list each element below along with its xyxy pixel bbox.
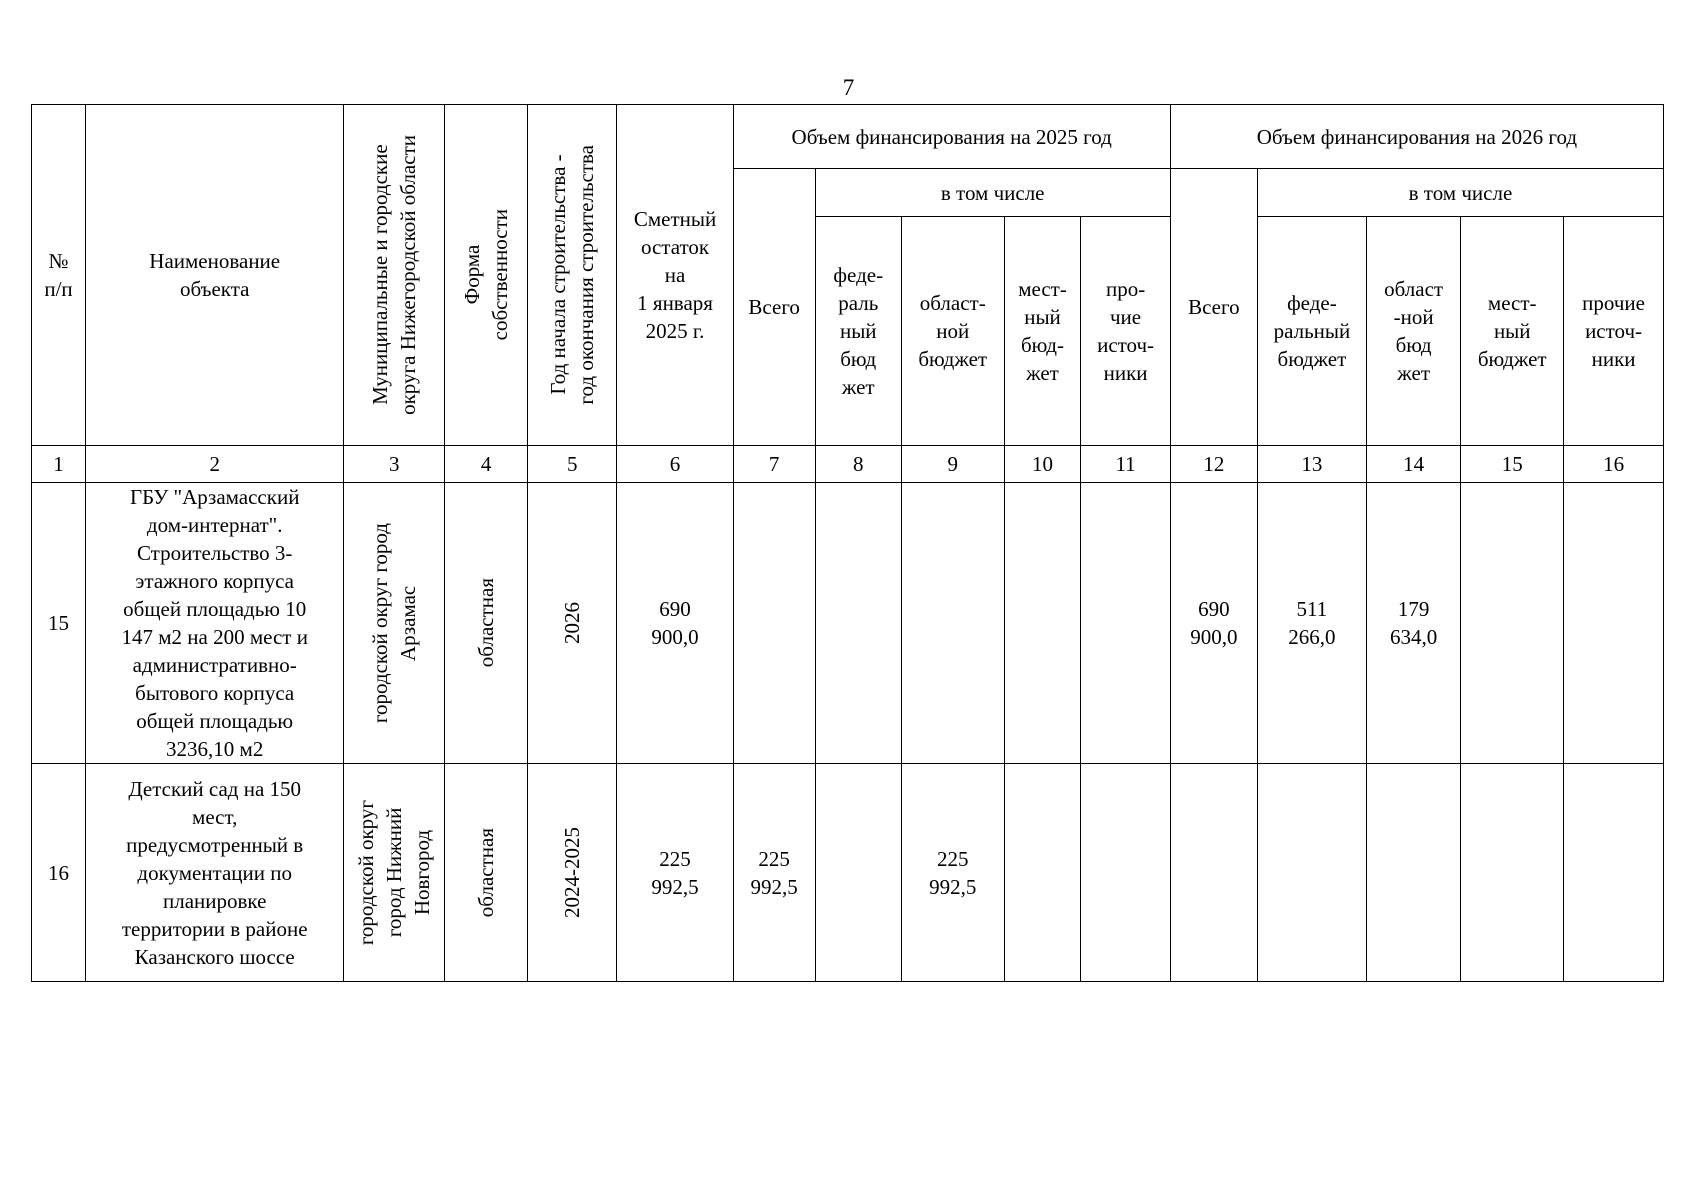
text-line: жет — [1026, 361, 1059, 385]
text-line: мест, — [192, 804, 238, 829]
text-line: дом-интернат". — [146, 513, 283, 537]
header-fin-2025: Объем финансирования на 2025 год — [733, 105, 1170, 169]
header-2026-total: Всего — [1170, 169, 1257, 446]
text-line: 511 — [1296, 597, 1328, 621]
text-line: бытового корпуса — [135, 681, 295, 705]
column-number: 8 — [815, 446, 901, 483]
row-2025-federal — [815, 483, 901, 764]
column-number: 1 — [32, 446, 86, 483]
column-number: 10 — [1004, 446, 1081, 483]
row-object-name — [85, 483, 343, 764]
row-2025-other — [1081, 764, 1170, 982]
page-number: 7 — [842, 75, 855, 100]
text-line: бюджет — [918, 347, 988, 371]
row-2025-total — [733, 483, 815, 764]
text-line: городской округ — [354, 799, 379, 946]
text-line: Строительство 3- — [136, 541, 293, 565]
row-2025-federal — [815, 764, 901, 982]
row-2026-local — [1461, 764, 1564, 982]
column-number: 15 — [1461, 446, 1564, 483]
row-2026-other — [1564, 483, 1664, 764]
text-line: Наименование — [149, 249, 281, 273]
text-line: округа Нижегородской области — [396, 135, 421, 415]
row-2025-local — [1004, 764, 1081, 982]
text-line: ГБУ "Арзамасский — [129, 485, 300, 509]
table-row — [32, 483, 1664, 764]
text-line: 690 — [1198, 597, 1230, 621]
row-ownership: областная — [445, 483, 528, 764]
text-line: феде- — [1287, 291, 1337, 315]
column-number: 16 — [1564, 446, 1664, 483]
text-line: мест- — [1487, 291, 1537, 315]
text-line: прочие — [1582, 291, 1645, 315]
text-line: 225 — [936, 846, 969, 871]
header-2025-local — [1004, 217, 1081, 446]
header-2026-federal — [1257, 217, 1366, 446]
text-line: источ- — [1097, 333, 1155, 357]
text-line: административно- — [132, 653, 297, 677]
row-ownership: областная — [445, 764, 528, 982]
row-2026-federal — [1257, 764, 1366, 982]
financing-table — [31, 104, 1664, 982]
text-line: остаток — [640, 235, 710, 259]
text-line: 3236,10 м2 — [166, 737, 264, 761]
text-line: территории в районе — [121, 916, 308, 941]
text-line: источ- — [1585, 319, 1643, 343]
text-line: объекта — [179, 277, 250, 301]
text-line: бюджет — [1277, 347, 1347, 371]
text-line: этажного корпуса — [135, 569, 295, 593]
text-line: бюд — [840, 347, 877, 371]
text-line: предусмотренный в — [126, 832, 304, 857]
text-line: город Нижний — [382, 807, 407, 938]
column-number: 6 — [617, 446, 733, 483]
header-2026-including: в том числе — [1257, 169, 1663, 217]
text-line: -ной — [1393, 305, 1434, 329]
text-line: 634,0 — [1390, 625, 1438, 649]
header-2025-federal — [815, 217, 901, 446]
text-line: общей площадью — [136, 709, 294, 733]
header-years — [528, 105, 617, 446]
column-number: 14 — [1366, 446, 1460, 483]
text-line: про- — [1105, 277, 1146, 301]
text-line: 900,0 — [1190, 625, 1238, 649]
text-line: Год начала строительства - — [546, 154, 571, 396]
text-line: п/п — [44, 277, 73, 301]
text-line: Сметный — [633, 207, 717, 231]
text-line: № — [48, 249, 69, 273]
row-years: 2026 — [528, 483, 617, 764]
text-line: год окончания строительства — [574, 145, 599, 405]
header-fin-2026: Объем финансирования на 2026 год — [1170, 105, 1663, 169]
header-2026-regional — [1366, 217, 1460, 446]
text-line: 179 — [1397, 597, 1430, 621]
row-municipality — [344, 764, 445, 982]
text-line: област — [1384, 277, 1444, 301]
row-2026-regional — [1366, 483, 1460, 764]
text-line: городской округ город — [368, 522, 393, 724]
row-2026-total — [1170, 483, 1257, 764]
text-line: Муниципальные и городские — [368, 144, 393, 406]
row-2025-total — [733, 764, 815, 982]
row-num: 16 — [32, 764, 86, 982]
text-line: документации по — [137, 860, 293, 885]
row-years: 2024-2025 — [528, 764, 617, 982]
text-line: общей площадью 10 — [123, 597, 307, 621]
text-line: 690 — [659, 597, 691, 621]
text-line: чие — [1110, 305, 1142, 329]
column-number: 7 — [733, 446, 815, 483]
row-2026-regional — [1366, 764, 1460, 982]
text-line: 225 — [758, 846, 790, 871]
text-line: ники — [1591, 347, 1636, 371]
column-number: 13 — [1257, 446, 1366, 483]
row-object-name — [85, 764, 343, 982]
row-estimate — [617, 764, 733, 982]
header-2026-other — [1564, 217, 1664, 446]
text-line: област- — [919, 291, 986, 315]
text-line: феде- — [833, 263, 884, 287]
text-line: на — [664, 263, 686, 287]
table-row — [32, 764, 1664, 982]
column-number: 2 — [85, 446, 343, 483]
text-line: 1 января — [637, 291, 713, 315]
header-2025-including: в том числе — [815, 169, 1170, 217]
header-2025-other — [1081, 217, 1170, 446]
column-number: 12 — [1170, 446, 1257, 483]
text-line: ной — [936, 319, 970, 343]
text-line: 900,0 — [651, 625, 699, 649]
text-line: раль — [838, 291, 879, 315]
header-name — [85, 105, 343, 446]
row-2026-federal — [1257, 483, 1366, 764]
text-line: ральный — [1273, 319, 1351, 343]
text-line: 992,5 — [750, 874, 798, 899]
text-line: собственности — [488, 209, 513, 341]
header-num — [32, 105, 86, 446]
text-line: мест- — [1018, 277, 1067, 301]
row-num: 15 — [32, 483, 86, 764]
text-line: Форма — [460, 245, 485, 305]
row-2025-regional — [901, 483, 1004, 764]
text-line: 992,5 — [929, 874, 977, 899]
text-line: ники — [1103, 361, 1148, 385]
text-line: ный — [1024, 305, 1061, 329]
row-2025-regional — [901, 764, 1004, 982]
row-2025-other — [1081, 483, 1170, 764]
row-2025-local — [1004, 483, 1081, 764]
text-line: Новгород — [410, 829, 435, 916]
row-2026-local — [1461, 483, 1564, 764]
text-line: 992,5 — [651, 874, 699, 899]
text-line: ный — [1493, 319, 1531, 343]
header-ownership — [445, 105, 528, 446]
column-number: 11 — [1081, 446, 1170, 483]
text-line: Арзамас — [396, 585, 421, 661]
text-line: 225 — [659, 846, 691, 871]
text-line: 266,0 — [1288, 625, 1336, 649]
column-number: 9 — [901, 446, 1004, 483]
header-2025-regional — [901, 217, 1004, 446]
text-line: Детский сад на 150 — [128, 776, 302, 801]
header-estimate — [617, 105, 733, 446]
header-2026-local — [1461, 217, 1564, 446]
text-line: жет — [841, 375, 875, 399]
row-2026-other — [1564, 764, 1664, 982]
column-number: 3 — [344, 446, 445, 483]
column-number: 5 — [528, 446, 617, 483]
text-line: бюд- — [1021, 333, 1064, 357]
text-line: бюд — [1395, 333, 1432, 357]
text-line: 2025 г. — [645, 319, 705, 343]
text-line: планировке — [162, 888, 267, 913]
text-line: жет — [1397, 361, 1430, 385]
row-2026-total — [1170, 764, 1257, 982]
row-estimate — [617, 483, 733, 764]
header-municipality — [344, 105, 445, 446]
row-municipality — [344, 483, 445, 764]
text-line: 147 м2 на 200 мест и — [121, 625, 308, 649]
column-number: 4 — [445, 446, 528, 483]
text-line: Казанского шоссе — [134, 944, 295, 969]
text-line: бюджет — [1477, 347, 1547, 371]
header-2025-total: Всего — [733, 169, 815, 446]
text-line: ный — [839, 319, 877, 343]
